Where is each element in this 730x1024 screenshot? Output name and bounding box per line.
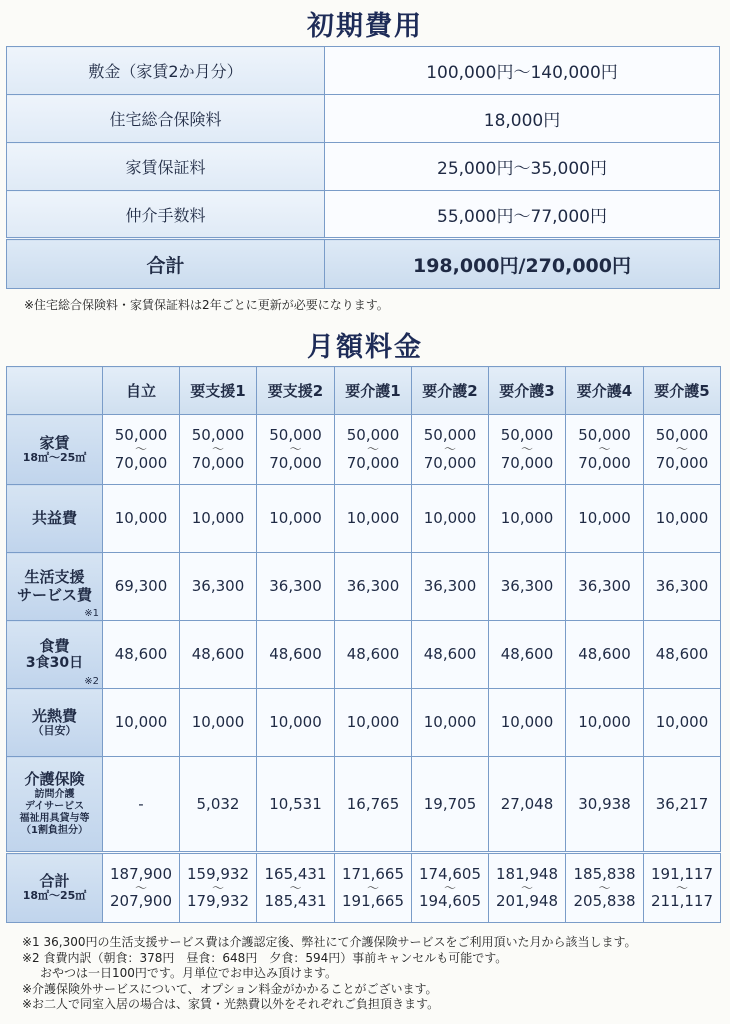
care-insurance-sub2: デイサービス	[24, 800, 85, 812]
total-cell	[412, 853, 489, 923]
food-value-cell: 48,600	[412, 621, 489, 689]
rent-low: 50,000	[346, 426, 400, 445]
total-value: 198,000円/270,000円	[325, 239, 720, 289]
total-low: 159,932	[186, 864, 250, 883]
support-value-cell: 36,300	[644, 553, 721, 621]
total-cell	[180, 853, 257, 923]
rent-cell	[566, 415, 644, 485]
total-high: 211,117	[650, 892, 714, 911]
rent-high: 70,000	[655, 453, 709, 472]
monthly-total-row	[7, 853, 721, 923]
tilde: ～	[134, 880, 147, 895]
care-insurance-sub4: （1割負担分）	[21, 824, 88, 836]
common-fee-label: 共益費	[7, 485, 103, 553]
care-value-cell: 10,531	[257, 757, 335, 853]
tilde: ～	[520, 442, 533, 457]
rent-low: 50,000	[578, 426, 631, 445]
rent-row	[7, 415, 721, 485]
total-high: 207,900	[109, 892, 173, 911]
table-row	[7, 47, 720, 95]
utility-value-cell: 10,000	[489, 689, 566, 757]
rent-cell	[489, 415, 566, 485]
utility-value-cell: 10,000	[412, 689, 489, 757]
total-low: 191,117	[650, 864, 714, 883]
initial-cost-note: ※住宅総合保険料・家賃保証料は2年ごとに更新が必要になります。	[24, 298, 389, 312]
column-header: 要支援2	[257, 367, 335, 415]
rent-cell	[644, 415, 721, 485]
tilde: ～	[443, 880, 456, 895]
column-header: 要介護3	[489, 367, 566, 415]
tilde: ～	[289, 442, 302, 457]
monthly-fee-table	[6, 366, 721, 923]
care-value-cell: 16,765	[335, 757, 412, 853]
footnotes	[22, 935, 637, 1013]
food-value-cell: 48,600	[335, 621, 412, 689]
corner-cell	[7, 367, 103, 415]
common-value-cell: 10,000	[257, 485, 335, 553]
rent-low: 50,000	[114, 426, 168, 445]
food-fee-row	[7, 621, 721, 689]
total-high: 185,431	[264, 892, 327, 911]
support-fee-label-line2: サービス費	[16, 585, 92, 604]
rent-label: 家賃	[39, 433, 70, 452]
food-value-cell: 48,600	[566, 621, 644, 689]
support-fee-row	[7, 553, 721, 621]
support-value-cell: 36,300	[412, 553, 489, 621]
support-fee-label-line1: 生活支援	[24, 568, 85, 587]
table-row	[7, 143, 720, 191]
monthly-total-label: 合計	[39, 872, 70, 891]
utility-value-cell: 10,000	[335, 689, 412, 757]
support-value-cell: 36,300	[335, 553, 412, 621]
common-value-cell: 10,000	[335, 485, 412, 553]
tilde: ～	[289, 880, 302, 895]
rent-low: 50,000	[423, 426, 477, 445]
food-value-cell: 48,600	[644, 621, 721, 689]
tilde: ～	[598, 880, 611, 895]
total-low: 165,431	[264, 864, 327, 883]
row-label: 敷金（家賃2か月分）	[7, 47, 325, 95]
utility-fee-sub: （目安）	[32, 723, 77, 737]
rent-high: 70,000	[191, 453, 245, 472]
utility-value-cell: 10,000	[103, 689, 180, 757]
support-value-cell: 36,300	[180, 553, 257, 621]
rent-cell	[103, 415, 180, 485]
column-header: 要介護4	[566, 367, 644, 415]
utility-value-cell: 10,000	[566, 689, 644, 757]
common-value-cell: 10,000	[489, 485, 566, 553]
total-low: 187,900	[109, 864, 173, 883]
tilde: ～	[598, 442, 611, 457]
common-fee-row	[7, 485, 721, 553]
rent-cell	[335, 415, 412, 485]
common-value-cell: 10,000	[412, 485, 489, 553]
care-value-cell: 36,217	[644, 757, 721, 853]
footnote-mark-2: ※2	[84, 675, 99, 687]
total-high: 179,932	[186, 892, 250, 911]
food-fee-label-cell	[7, 621, 103, 689]
initial-cost-table	[6, 46, 720, 289]
care-value-cell: 19,705	[412, 757, 489, 853]
care-insurance-sub3: 福祉用具貸与等	[19, 812, 90, 824]
rent-size: 18㎡～25㎡	[22, 450, 87, 464]
common-value-cell: 10,000	[566, 485, 644, 553]
monthly-total-size: 18㎡～25㎡	[22, 889, 87, 903]
footnote-line: おやつは一日100円です。月単位でお申込み頂けます。	[40, 966, 337, 980]
total-cell	[566, 853, 644, 923]
common-value-cell: 10,000	[180, 485, 257, 553]
tilde: ～	[211, 880, 224, 895]
care-value-cell: 30,938	[566, 757, 644, 853]
tilde: ～	[366, 442, 379, 457]
total-label: 合計	[7, 239, 325, 289]
support-value-cell: 36,300	[566, 553, 644, 621]
column-header: 要支援1	[180, 367, 257, 415]
utility-fee-label-cell	[7, 689, 103, 757]
rent-high: 70,000	[500, 453, 554, 472]
footnote-line: ※2 食費内訳（朝食：378円 昼食：648円 夕食：594円）事前キャンセルも可能です。	[22, 950, 508, 965]
care-value-cell: 5,032	[180, 757, 257, 853]
care-insurance-row	[7, 757, 721, 853]
care-insurance-label: 介護保険	[24, 770, 85, 789]
food-value-cell: 48,600	[180, 621, 257, 689]
support-value-cell: 36,300	[257, 553, 335, 621]
rent-high: 70,000	[423, 453, 477, 472]
rent-low: 50,000	[269, 426, 322, 445]
rent-cell	[257, 415, 335, 485]
rent-cell	[180, 415, 257, 485]
support-value-cell: 36,300	[489, 553, 566, 621]
utility-value-cell: 10,000	[257, 689, 335, 757]
rent-low: 50,000	[655, 426, 709, 445]
rent-high: 70,000	[114, 453, 168, 472]
row-value: 100,000円～140,000円	[325, 47, 720, 95]
utility-fee-label: 光熱費	[31, 706, 77, 725]
footnote-line: ※お二人で同室入居の場合は、家賃・光熱費以外をそれぞれご負担頂きます。	[22, 997, 440, 1011]
total-high: 201,948	[495, 892, 559, 911]
care-value-cell: -	[103, 757, 180, 853]
row-value: 25,000円～35,000円	[325, 143, 720, 191]
column-header: 要介護5	[644, 367, 721, 415]
care-value-cell: 27,048	[489, 757, 566, 853]
total-cell	[644, 853, 721, 923]
footnote-line: ※1 36,300円の生活支援サービス費は介護認定後、弊社にて介護保険サービスをご利用頂いた月から該当します。	[22, 935, 637, 949]
total-cell	[489, 853, 566, 923]
total-low: 171,665	[341, 864, 405, 883]
footnote-mark-1: ※1	[84, 607, 99, 619]
table-row	[7, 191, 720, 239]
row-value: 18,000円	[325, 95, 720, 143]
support-fee-label-cell	[7, 553, 103, 621]
column-header: 要介護2	[412, 367, 489, 415]
rent-high: 70,000	[578, 453, 631, 472]
total-high: 194,605	[418, 892, 482, 911]
rent-cell	[412, 415, 489, 485]
rent-low: 50,000	[500, 426, 554, 445]
tilde: ～	[366, 880, 379, 895]
food-value-cell: 48,600	[103, 621, 180, 689]
total-row	[7, 239, 720, 289]
total-low: 185,838	[573, 864, 636, 883]
row-label: 家賃保証料	[7, 143, 325, 191]
monthly-total-label-cell	[7, 853, 103, 923]
tilde: ～	[675, 880, 688, 895]
food-fee-label: 食費	[39, 636, 70, 655]
total-high: 191,665	[341, 892, 405, 911]
food-fee-sub: 3食30日	[25, 655, 84, 672]
initial-cost-title: 初期費用	[307, 11, 423, 42]
support-value-cell: 69,300	[103, 553, 180, 621]
total-low: 181,948	[495, 864, 559, 883]
common-value-cell: 10,000	[103, 485, 180, 553]
total-cell	[103, 853, 180, 923]
row-label: 住宅総合保険料	[7, 95, 325, 143]
food-value-cell: 48,600	[489, 621, 566, 689]
tilde: ～	[520, 880, 533, 895]
total-cell	[335, 853, 412, 923]
utility-value-cell: 10,000	[644, 689, 721, 757]
table-row	[7, 95, 720, 143]
food-value-cell: 48,600	[257, 621, 335, 689]
footnote-line: ※介護保険外サービスについて、オプション料金がかかることがございます。	[22, 981, 438, 996]
monthly-fee-title: 月額料金	[307, 332, 423, 363]
rent-high: 70,000	[346, 453, 400, 472]
utility-fee-row	[7, 689, 721, 757]
total-low: 174,605	[418, 864, 482, 883]
tilde: ～	[211, 442, 224, 457]
rent-label-cell	[7, 415, 103, 485]
tilde: ～	[675, 442, 688, 457]
total-cell	[257, 853, 335, 923]
total-high: 205,838	[573, 892, 636, 911]
common-value-cell: 10,000	[644, 485, 721, 553]
tilde: ～	[443, 442, 456, 457]
column-header: 要介護1	[335, 367, 412, 415]
row-value: 55,000円～77,000円	[325, 191, 720, 239]
utility-value-cell: 10,000	[180, 689, 257, 757]
tilde: ～	[134, 442, 147, 457]
column-header: 自立	[103, 367, 180, 415]
row-label: 仲介手数料	[7, 191, 325, 239]
rent-high: 70,000	[269, 453, 322, 472]
care-insurance-sub1: 訪問介護	[34, 788, 75, 800]
care-insurance-label-cell	[7, 757, 103, 853]
rent-low: 50,000	[191, 426, 245, 445]
header-row	[7, 367, 721, 415]
